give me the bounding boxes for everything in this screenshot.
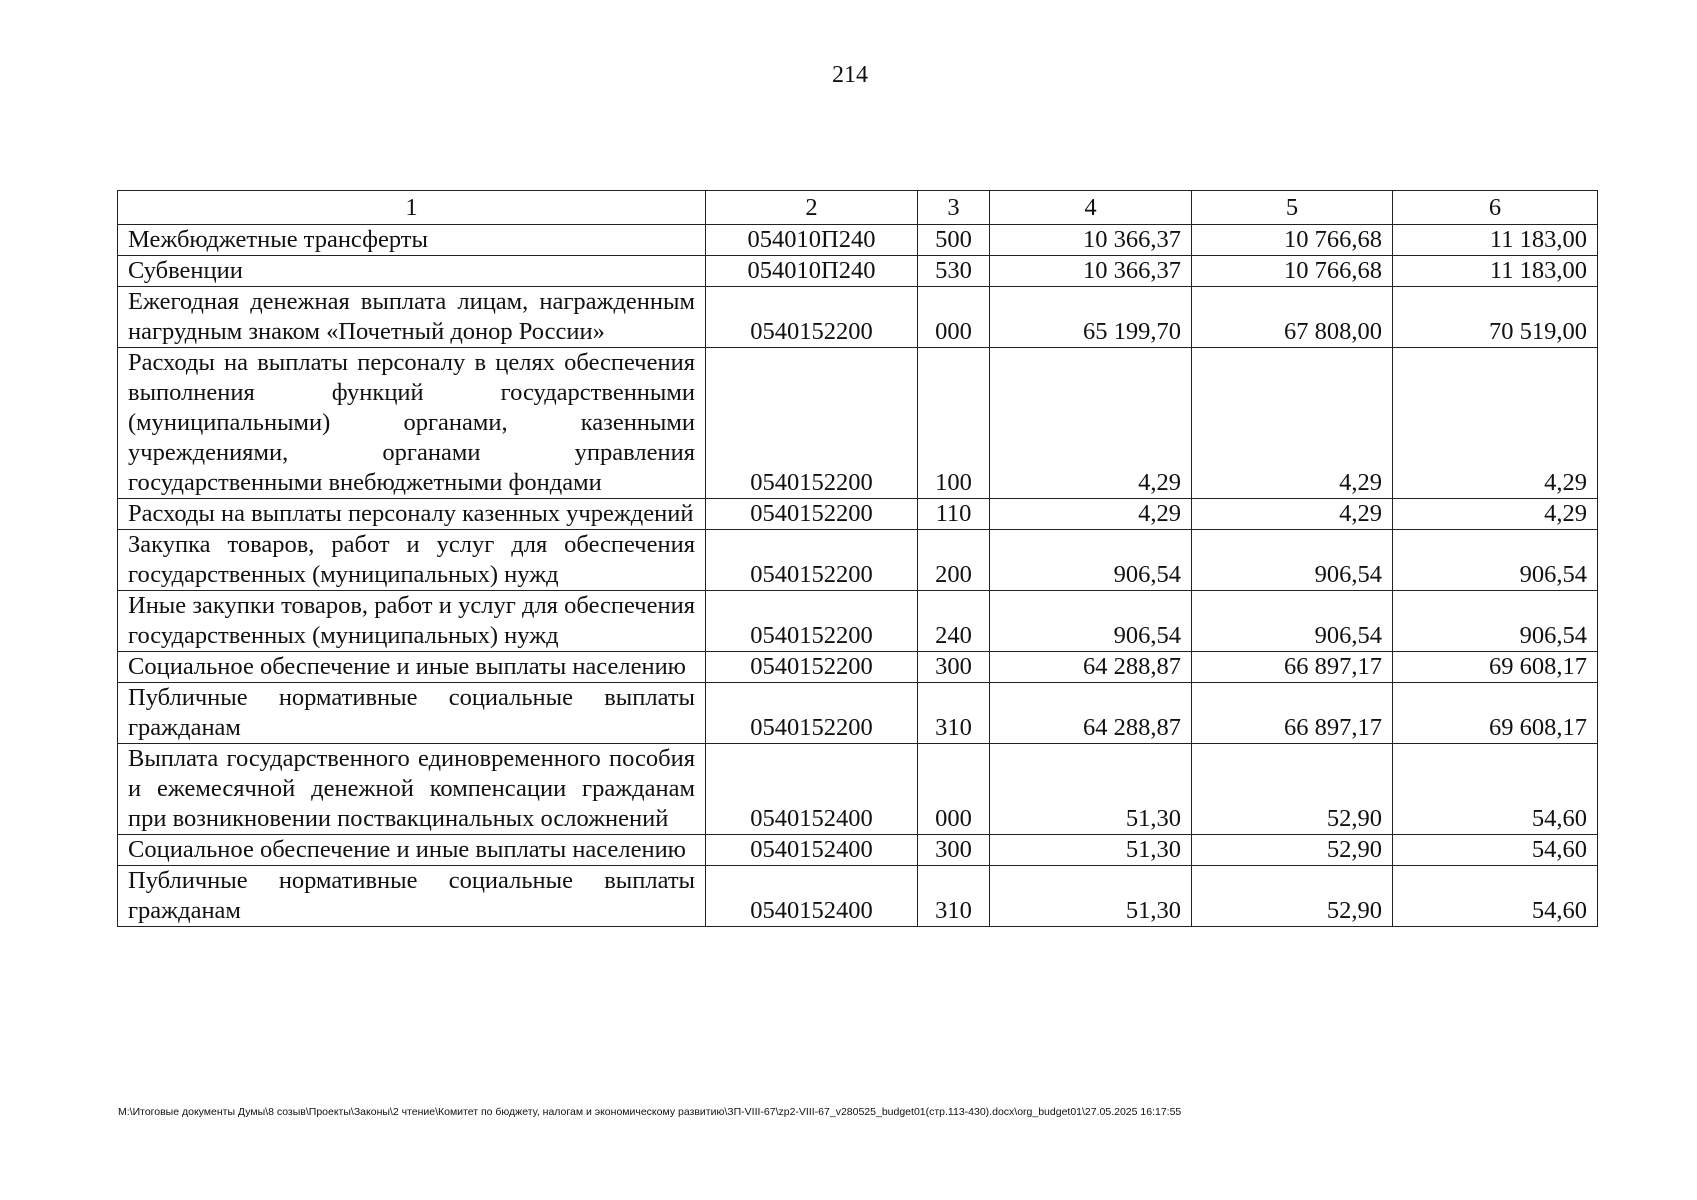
row-value-2026-cell: 10 766,68 — [1192, 256, 1393, 287]
row-code-cell: 0540152200 — [706, 530, 918, 591]
column-header: 4 — [990, 191, 1192, 225]
row-value-2026-cell: 67 808,00 — [1192, 287, 1393, 348]
row-value-2026-cell: 10 766,68 — [1192, 225, 1393, 256]
column-header: 2 — [706, 191, 918, 225]
table-row — [118, 225, 1598, 256]
row-value-2025-cell: 4,29 — [990, 499, 1192, 530]
table-row — [118, 744, 1598, 835]
row-value-2025-cell: 65 199,70 — [990, 287, 1192, 348]
table-row — [118, 683, 1598, 744]
row-value-2025-cell: 906,54 — [990, 530, 1192, 591]
row-expense-type-cell: 310 — [918, 683, 990, 744]
row-expense-type-cell: 500 — [918, 225, 990, 256]
table-row — [118, 835, 1598, 866]
row-value-2025-cell: 64 288,87 — [990, 652, 1192, 683]
page-number: 214 — [832, 62, 868, 88]
table-row — [118, 256, 1598, 287]
row-value-2026-cell: 66 897,17 — [1192, 683, 1393, 744]
budget-table — [117, 190, 1598, 927]
row-value-2027-cell: 54,60 — [1393, 744, 1598, 835]
row-value-2025-cell: 10 366,37 — [990, 256, 1192, 287]
column-header: 1 — [118, 191, 706, 225]
row-name-cell: Публичные нормативные социальные выплаты гражданам — [118, 866, 706, 927]
row-value-2027-cell: 54,60 — [1393, 835, 1598, 866]
table-row — [118, 348, 1598, 499]
row-code-cell: 0540152200 — [706, 652, 918, 683]
row-value-2026-cell: 4,29 — [1192, 499, 1393, 530]
row-value-2026-cell: 66 897,17 — [1192, 652, 1393, 683]
table-row — [118, 652, 1598, 683]
row-expense-type-cell: 300 — [918, 652, 990, 683]
row-value-2027-cell: 11 183,00 — [1393, 256, 1598, 287]
row-code-cell: 0540152200 — [706, 683, 918, 744]
row-value-2026-cell: 52,90 — [1192, 866, 1393, 927]
row-value-2025-cell: 51,30 — [990, 835, 1192, 866]
row-expense-type-cell: 000 — [918, 744, 990, 835]
row-code-cell: 0540152200 — [706, 348, 918, 499]
row-name-cell: Ежегодная денежная выплата лицам, награжденным нагрудным знаком «Почетный донор России» — [118, 287, 706, 348]
row-value-2025-cell: 51,30 — [990, 866, 1192, 927]
row-value-2026-cell: 906,54 — [1192, 591, 1393, 652]
table-row — [118, 287, 1598, 348]
row-code-cell: 0540152200 — [706, 287, 918, 348]
row-value-2027-cell: 4,29 — [1393, 348, 1598, 499]
row-value-2025-cell: 51,30 — [990, 744, 1192, 835]
row-name-cell: Публичные нормативные социальные выплаты гражданам — [118, 683, 706, 744]
row-name-cell: Социальное обеспечение и иные выплаты населению — [118, 652, 706, 683]
row-value-2027-cell: 69 608,17 — [1393, 683, 1598, 744]
column-header: 5 — [1192, 191, 1393, 225]
row-name-cell: Закупка товаров, работ и услуг для обеспечения государственных (муниципальных) нужд — [118, 530, 706, 591]
row-value-2026-cell: 52,90 — [1192, 835, 1393, 866]
row-expense-type-cell: 300 — [918, 835, 990, 866]
row-name-cell: Расходы на выплаты персоналу казенных учреждений — [118, 499, 706, 530]
row-value-2026-cell: 4,29 — [1192, 348, 1393, 499]
row-value-2025-cell: 906,54 — [990, 591, 1192, 652]
row-code-cell: 0540152400 — [706, 744, 918, 835]
header-row — [118, 191, 1598, 225]
row-code-cell: 054010П240 — [706, 256, 918, 287]
row-value-2025-cell: 4,29 — [990, 348, 1192, 499]
row-name-cell: Иные закупки товаров, работ и услуг для обеспечения государственных (муниципальных) нужд — [118, 591, 706, 652]
row-code-cell: 0540152400 — [706, 866, 918, 927]
row-value-2025-cell: 10 366,37 — [990, 225, 1192, 256]
row-value-2027-cell: 4,29 — [1393, 499, 1598, 530]
row-code-cell: 0540152400 — [706, 835, 918, 866]
row-name-cell: Субвенции — [118, 256, 706, 287]
row-value-2025-cell: 64 288,87 — [990, 683, 1192, 744]
row-name-cell: Социальное обеспечение и иные выплаты населению — [118, 835, 706, 866]
row-value-2027-cell: 11 183,00 — [1393, 225, 1598, 256]
row-value-2027-cell: 69 608,17 — [1393, 652, 1598, 683]
table-row — [118, 591, 1598, 652]
row-value-2027-cell: 70 519,00 — [1393, 287, 1598, 348]
row-code-cell: 0540152200 — [706, 499, 918, 530]
row-expense-type-cell: 530 — [918, 256, 990, 287]
row-value-2026-cell: 52,90 — [1192, 744, 1393, 835]
row-code-cell: 0540152200 — [706, 591, 918, 652]
row-value-2027-cell: 906,54 — [1393, 591, 1598, 652]
row-expense-type-cell: 200 — [918, 530, 990, 591]
table-row — [118, 499, 1598, 530]
table-row — [118, 530, 1598, 591]
row-expense-type-cell: 100 — [918, 348, 990, 499]
column-header: 6 — [1393, 191, 1598, 225]
table-row — [118, 866, 1598, 927]
row-expense-type-cell: 240 — [918, 591, 990, 652]
row-name-cell: Расходы на выплаты персоналу в целях обеспечения выполнения функций государственными (муниципальными) органами, казенными учреждениями, органами управления государственными внебюджетными фондами — [118, 348, 706, 499]
row-value-2027-cell: 906,54 — [1393, 530, 1598, 591]
row-value-2027-cell: 54,60 — [1393, 866, 1598, 927]
row-code-cell: 054010П240 — [706, 225, 918, 256]
row-expense-type-cell: 000 — [918, 287, 990, 348]
column-header: 3 — [918, 191, 990, 225]
row-name-cell: Выплата государственного единовременного пособия и ежемесячной денежной компенсации гражданам при возникновении поствакцинальных осложнений — [118, 744, 706, 835]
file-path-footer: M:\Итоговые документы Думы\8 созыв\Проекты\Законы\2 чтение\Комитет по бюджету, налогам и экономическому развитию\ЗП-VIII-67\zp2-VIII-67_v280525_budget01(стр.113-430).docx\org_budget01\27.05.2025 16:17:55 — [118, 1106, 1182, 1118]
row-expense-type-cell: 310 — [918, 866, 990, 927]
row-name-cell: Межбюджетные трансферты — [118, 225, 706, 256]
row-value-2026-cell: 906,54 — [1192, 530, 1393, 591]
row-expense-type-cell: 110 — [918, 499, 990, 530]
